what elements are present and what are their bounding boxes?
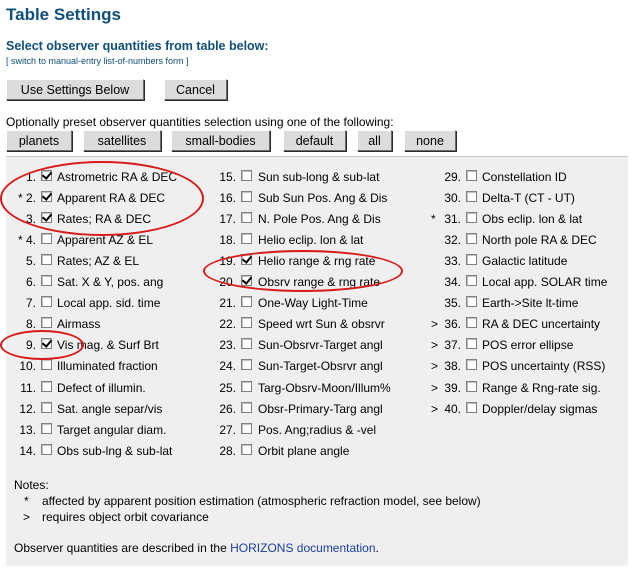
covariance-marker: > — [431, 317, 439, 331]
quantity-label: Astrometric RA & DEC — [57, 170, 178, 184]
quantity-number: 17. — [219, 212, 236, 226]
quantity-number: 40. — [444, 402, 461, 416]
notes-heading: Notes: — [14, 478, 49, 492]
quantity-number: 15. — [219, 170, 236, 184]
quantity-label: Orbit plane angle — [258, 444, 350, 458]
quantity-label: Speed wrt Sun & obsrvr — [258, 317, 385, 331]
quantity-item-35 — [0, 295, 632, 311]
quantity-checkbox[interactable] — [466, 296, 477, 307]
quantity-number: 6. — [25, 275, 36, 289]
page-title: Table Settings — [6, 5, 121, 24]
quantity-item-30 — [0, 190, 632, 206]
quantity-number: 7. — [25, 296, 36, 310]
quantity-label: Apparent RA & DEC — [57, 191, 166, 205]
note-gt-text: requires object orbit covariance — [42, 510, 209, 524]
quantity-label: RA & DEC uncertainty — [482, 317, 601, 331]
quantity-label: Local app. SOLAR time — [482, 275, 608, 289]
quantity-label: Illuminated fraction — [57, 359, 158, 373]
quantity-label: Earth->Site lt-time — [482, 296, 579, 310]
quantity-label: Airmass — [57, 317, 101, 331]
quantity-item-34 — [0, 274, 632, 290]
quantity-checkbox[interactable] — [466, 359, 477, 370]
quantity-number: 38. — [444, 359, 461, 373]
preset-satellites-button[interactable]: satellites — [83, 130, 161, 151]
quantity-number: 22. — [219, 317, 236, 331]
quantity-number: 30. — [444, 191, 461, 205]
quantity-label: One-Way Light-Time — [258, 296, 368, 310]
quantity-label: Doppler/delay sigmas — [482, 402, 598, 416]
quantity-number: 18. — [219, 233, 236, 247]
quantity-number: 10. — [19, 359, 36, 373]
quantity-number: 2. — [25, 191, 36, 205]
quantity-label: Targ-Obsrv-Moon/Illum% — [258, 381, 391, 395]
quantity-checkbox[interactable] — [466, 338, 477, 349]
quantity-item-38 — [0, 358, 632, 374]
quantity-label: Sun-Target-Obsrvr angl — [258, 359, 383, 373]
quantity-number: 25. — [219, 381, 236, 395]
quantity-label: Obs eclip. lon & lat — [482, 212, 583, 226]
quantity-label: Sun sub-long & sub-lat — [258, 170, 380, 184]
quantity-number: 11. — [20, 381, 36, 395]
quantity-number: 23. — [219, 338, 236, 352]
quantity-checkbox[interactable] — [466, 233, 477, 244]
quantity-number: 36. — [444, 317, 461, 331]
quantity-checkbox[interactable] — [241, 423, 252, 434]
quantity-checkbox[interactable] — [466, 170, 477, 181]
quantity-label: Target angular diam. — [57, 423, 167, 437]
quantity-number: 33. — [444, 254, 461, 268]
quantity-number: 34. — [444, 275, 461, 289]
quantity-item-36 — [0, 316, 632, 332]
quantity-number: 8. — [25, 317, 36, 331]
preset-default-button[interactable]: default — [283, 130, 346, 151]
quantity-number: 12. — [19, 402, 36, 416]
quantity-checkbox[interactable] — [466, 402, 477, 413]
quantity-number: 29. — [444, 170, 461, 184]
quantity-item-40 — [0, 401, 632, 417]
horizons-docs-link[interactable]: HORIZONS documentation — [230, 541, 376, 555]
quantity-label: Sub Sun Pos. Ang & Dis — [258, 191, 388, 205]
quantity-label: North pole RA & DEC — [482, 233, 597, 247]
docs-description — [14, 541, 379, 555]
quantity-number: 14. — [19, 444, 36, 458]
quantity-number: 13. — [19, 423, 36, 437]
quantity-checkbox[interactable] — [466, 381, 477, 392]
quantity-label: Rates; RA & DEC — [57, 212, 152, 226]
quantity-checkbox[interactable] — [466, 254, 477, 265]
quantity-number: 16. — [219, 191, 236, 205]
quantity-item-27 — [0, 422, 632, 438]
quantity-number: 1. — [25, 170, 36, 184]
quantity-number: 39. — [444, 381, 461, 395]
quantity-label: Obsr-Primary-Targ angl — [258, 402, 383, 416]
quantity-number: 19. — [219, 254, 236, 268]
quantity-item-29 — [0, 169, 632, 185]
quantity-number: 37. — [444, 338, 461, 352]
quantity-number: 3. — [25, 212, 36, 226]
quantity-number: 27. — [219, 423, 236, 437]
docs-suffix: . — [375, 541, 379, 555]
quantity-item-31 — [0, 211, 632, 227]
quantity-label: Defect of illumin. — [57, 381, 146, 395]
quantity-number: 21. — [219, 296, 236, 310]
docs-prefix: Observer quantities are described in the — [14, 541, 231, 555]
quantity-checkbox[interactable] — [466, 191, 477, 202]
note-gt-symbol: > — [23, 510, 31, 524]
quantity-item-39 — [0, 380, 632, 396]
quantity-label: Sat. angle separ/vis — [57, 402, 163, 416]
quantity-checkbox[interactable] — [466, 275, 477, 286]
quantity-label: Pos. Ang;radius & -vel — [258, 423, 377, 437]
quantity-label: Obsrv range & rng rate — [258, 275, 381, 289]
quantity-label: Range & Rng-rate sig. — [482, 381, 601, 395]
cancel-button[interactable]: Cancel — [164, 79, 227, 100]
quantity-label: Apparent AZ & EL — [57, 233, 154, 247]
switch-form-link[interactable]: [ switch to manual-entry list-of-numbers form ] — [6, 56, 189, 66]
quantity-number: 32. — [444, 233, 461, 247]
refraction-marker: * — [18, 233, 23, 247]
quantity-label: Local app. sid. time — [57, 296, 161, 310]
quantity-number: 9. — [25, 338, 36, 352]
quantity-checkbox[interactable] — [466, 317, 477, 328]
note-star-symbol: * — [24, 494, 29, 508]
covariance-marker: > — [431, 359, 439, 373]
quantity-item-32 — [0, 232, 632, 248]
section-subtitle: Select observer quantities from table below: — [6, 39, 269, 53]
preset-planets-button[interactable]: planets — [6, 130, 72, 151]
quantity-number: 31. — [444, 212, 461, 226]
quantity-label: Obs sub-lng & sub-lat — [57, 444, 173, 458]
quantity-item-28 — [0, 443, 632, 459]
note-star-text: affected by apparent position estimation (atmospheric refraction model, see below) — [42, 494, 481, 508]
preset-instructions: Optionally preset observer quantities selection using one of the following: — [6, 115, 394, 129]
quantity-item-33 — [0, 253, 632, 269]
quantity-label: Vis mag. & Surf Brt — [57, 338, 159, 352]
quantity-label: Helio range & rng rate — [258, 254, 376, 268]
quantity-checkbox[interactable] — [241, 444, 252, 455]
quantity-label: Delta-T (CT - UT) — [482, 191, 575, 205]
covariance-marker: > — [431, 338, 439, 352]
quantity-number: 4. — [25, 233, 36, 247]
quantity-label: POS error ellipse — [482, 338, 574, 352]
covariance-marker: > — [431, 381, 439, 395]
quantity-label: Sat. X & Y, pos. ang — [57, 275, 164, 289]
use-settings-button[interactable]: Use Settings Below — [6, 79, 144, 100]
refraction-marker: * — [431, 212, 436, 226]
quantity-number: 35. — [444, 296, 461, 310]
quantity-number: 24. — [219, 359, 236, 373]
refraction-marker: * — [18, 191, 23, 205]
quantity-label: Constellation ID — [482, 170, 567, 184]
quantity-label: POS uncertainty (RSS) — [482, 359, 606, 373]
quantity-label: Rates; AZ & EL — [57, 254, 140, 268]
quantity-number: 5. — [25, 254, 36, 268]
preset-small-bodies-button[interactable]: small-bodies — [171, 130, 270, 151]
quantity-label: Sun-Obsrvr-Target angl — [258, 338, 383, 352]
quantity-item-37 — [0, 337, 632, 353]
quantity-label: Helio eclip. lon & lat — [258, 233, 364, 247]
quantity-checkbox[interactable] — [466, 212, 477, 223]
quantity-number: 26. — [219, 402, 236, 416]
preset-all-button[interactable]: all — [357, 130, 392, 151]
covariance-marker: > — [431, 402, 439, 416]
quantity-label: N. Pole Pos. Ang & Dis — [258, 212, 381, 226]
preset-none-button[interactable]: none — [404, 130, 456, 151]
quantity-number: 20. — [219, 275, 236, 289]
quantity-label: Galactic latitude — [482, 254, 568, 268]
quantity-number: 28. — [219, 444, 236, 458]
